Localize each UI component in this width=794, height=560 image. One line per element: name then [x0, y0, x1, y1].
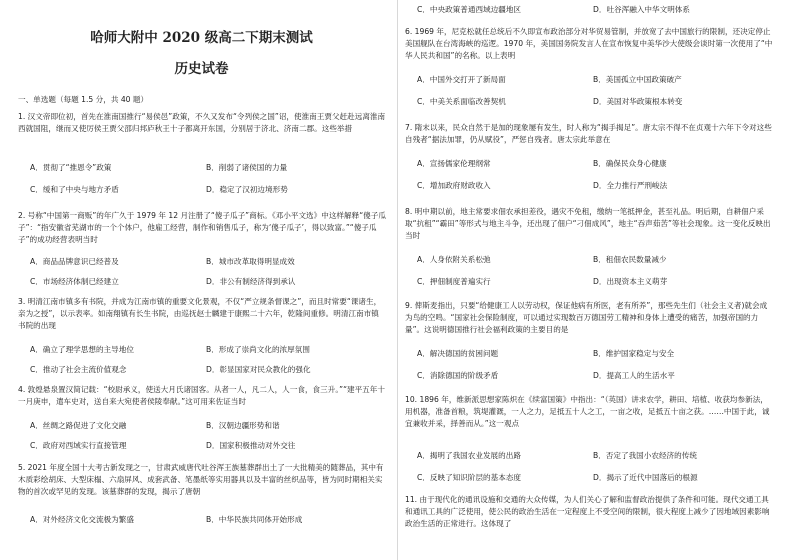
option-b[interactable]: B．削弱了诸侯国的力量 — [206, 163, 288, 172]
option-c[interactable]: C．推动了社会主流价值观念 — [30, 365, 127, 374]
option-c[interactable]: C．增加政府财政收入 — [417, 181, 491, 190]
option-c[interactable]: C．中美关系面临改善契机 — [417, 97, 506, 106]
option-c[interactable]: C．押佃制度普遍实行 — [417, 277, 491, 286]
question-11 — [405, 494, 773, 530]
question-4 — [18, 384, 386, 408]
question-stem: 7. 隋末以来，民众自然于是加的现象屡有发生，时人称为“揭手揭足”。唐太宗不得不在贞观十六年下令对这些自残者“据法加罪，仍从赋役”，严惩自残者。唐太宗此举意在 — [405, 123, 772, 144]
option-c[interactable]: C．市场经济体制已经建立 — [30, 277, 119, 286]
option-d[interactable]: D．全力推行严刑峻法 — [593, 181, 668, 190]
option-c[interactable]: C．消除德国的阶级矛盾 — [417, 371, 499, 380]
question-stem: 3. 明清江南市镇多有书院，并成为江南市镇的重要文化景观，不仅“严立规条督课之”，而且时常要“课诸生，亲为之授”，以示表率。如南翔镇有长生书院，由巡抚赵士麟建于康熙二十六年，乾隆间重修。明清江南市镇书院的出现 — [18, 297, 382, 330]
option-d[interactable]: D．提高工人的生活水平 — [593, 371, 675, 380]
option-c[interactable]: C．中央政策普通西域边疆地区 — [417, 5, 522, 14]
option-a[interactable]: A．对外经济文化交流极为繁盛 — [30, 515, 134, 524]
option-c[interactable]: C．缓和了中央与地方矛盾 — [30, 185, 119, 194]
question-8 — [405, 206, 773, 242]
exam-title: 哈师大附中 2020 级高二下期末测试 — [90, 30, 313, 46]
question-6 — [405, 26, 773, 62]
column-divider — [397, 0, 398, 560]
question-stem: 11. 由于现代化的通讯设施和交通的大众传媒，为人们关心了解和监督政治提供了条件和可能。现代交通工具和通讯工具的广泛使用，使公民的政治生活在一定程度上不受空间的限制，很大程度上减少了因地域因素影响政治生活的正常进行。这体现了 — [405, 495, 770, 528]
question-stem: 5. 2021 年度全国十大考古新发现之一，甘肃武威唐代吐谷浑王族墓葬群出土了一大批精美的随葬品，其中有木质彩绘胡床、大型床榻、六扇屏风、成套武备、笔墨纸等实用器具以及丰富的丝织品等，皆为同时期相关实物的首次或罕见的发现。该墓葬群的发现，揭示了唐朝 — [18, 463, 384, 496]
question-3 — [18, 296, 386, 332]
question-stem: 1. 汉文帝即位初，首先在淮南国推行“易侯邑”政策，不久又发布“令列侯之国”诏，使淮南王贾父赶赴远离淮南西就国阻，继而又使厉侯王贾父邵归邦庐秋王十子都离开东国，分别居于济北、济南二郡。这些举措 — [18, 112, 386, 133]
option-a[interactable]: A．丝绸之路促进了文化交融 — [30, 421, 127, 430]
option-d[interactable]: D．揭示了近代中国落后的根源 — [593, 473, 698, 482]
option-a[interactable]: A．贯彻了“推恩令”政策 — [30, 163, 112, 172]
question-stem: 4. 敦煌悬泉置汉简记载：“校尉承义，使送大月氏诸国客。从者一人，凡二人，人一食，食三升。”“建平五年十一月庚申，遣车史对，送自来大宛使者侯陵奉献。”这可用来佐证当时 — [18, 385, 385, 406]
option-b[interactable]: B．城市改革取得明显成效 — [206, 257, 295, 266]
option-b[interactable]: B．否定了我国小农经济的传统 — [593, 451, 697, 460]
option-d[interactable]: D．稳定了汉初边境形势 — [206, 185, 288, 194]
option-b[interactable]: B．确保民众身心健康 — [593, 159, 667, 168]
option-a[interactable]: A．商品品牌意识已经普及 — [30, 257, 119, 266]
option-a[interactable]: A．宣扬儒家伦理纲常 — [417, 159, 491, 168]
question-stem: 2. 号称“中国第一商贩”的年广久于 1979 年 12 月注册了“傻子瓜子”商标。《邓小平文选》中这样解释“傻子瓜子”：“指安徽省芜湖市的一个个体户，他雇工经营，制作和销售瓜子，称为‘傻子瓜子’，得以致富。”“傻子瓜子”的成功经营表明当时 — [18, 211, 386, 244]
question-stem: 10. 1896 年，维新派思想家陈炽在《续富国策》中指出：“（英国）讲求农学，耕田、培植、收获均参新法，用机器，准备首粮，筑堤灌溉，一人之力，足抵五十人之工，一亩之收，足抵五十亩之获。……中国于此，诚宜兼收并采，择善而从。”这一观点 — [405, 395, 770, 428]
question-7 — [405, 122, 773, 146]
option-b[interactable]: B．美国孤立中国政策破产 — [593, 75, 682, 84]
question-9 — [405, 300, 773, 336]
option-a[interactable]: A．揭明了我国农业发展的出路 — [417, 451, 521, 460]
exam-subtitle: 历史试卷 — [174, 61, 229, 77]
question-stem: 9. 俾斯麦指出，只要“给健康工人以劳动权，保证他病有所医，老有所养”，那些先生们（社会主义者)就会成为鸟的空鸣。“国家社会保险制度，可以通过实现数百万德国劳工精神和身体上遭受的痛苦，加强帝国的力量”。这说明德国推行社会福利政策的主要目的是 — [405, 301, 768, 334]
option-d[interactable]: D．非公有制经济得到承认 — [206, 277, 296, 286]
option-b[interactable]: B．汉朝边疆形势和谐 — [206, 421, 280, 430]
question-5 — [18, 462, 386, 498]
question-stem: 8. 明中期以前，地主常要求佃农承担差役，遇灾不免租，缴纳一笔抵押金，甚至礼品。明后期，自耕佃户采取“抗租”“霸田”等形式与地主斗争，还出现了佃户“刁佃成风”，地主“吞声茹苦”等社会现象。这一变化反映出当时 — [405, 207, 771, 240]
option-d[interactable]: D．彰显国家对民众教化的强化 — [206, 365, 311, 374]
option-c[interactable]: C．政府对西域实行直接管理 — [30, 441, 127, 450]
question-1 — [18, 111, 386, 135]
option-a[interactable]: A．中国外交打开了新局面 — [417, 75, 506, 84]
option-a[interactable]: A．解决德国的贫困问题 — [417, 349, 499, 358]
question-2 — [18, 210, 386, 246]
option-d[interactable]: D．美国对华政策根本转变 — [593, 97, 683, 106]
option-a[interactable]: A．确立了理学思想的主导地位 — [30, 345, 134, 354]
option-b[interactable]: B．租佃农民数量减少 — [593, 255, 667, 264]
option-a[interactable]: A．人身依附关系松弛 — [417, 255, 491, 264]
question-10 — [405, 394, 773, 430]
question-stem: 6. 1969 年，尼克松就任总统后不久即宣布政治部分对华贸易管制，并放宽了去中国旅行的限制，还决定停止美国舰队在台湾海峡的巡逻。1970 年，美国国务院发言人在宣布恢复中美华沙大使级会谈时第一次使用了“中华人民共和国”的名称。以上表明 — [405, 27, 773, 60]
option-c[interactable]: C．反映了知识阶层的基本态度 — [417, 473, 522, 482]
option-d[interactable]: D．吐谷浑融入中华文明体系 — [593, 5, 690, 14]
option-d[interactable]: D．国家积极推动对外交往 — [206, 441, 296, 450]
option-d[interactable]: D．出现资本主义萌芽 — [593, 277, 668, 286]
option-b[interactable]: B．中华民族共同体开始形成 — [206, 515, 303, 524]
option-b[interactable]: B．维护国家稳定与安全 — [593, 349, 675, 358]
option-b[interactable]: B．形成了崇尚文化的浓厚氛围 — [206, 345, 310, 354]
section-heading: 一、单选题（每题 1.5 分，共 40 题） — [18, 95, 149, 104]
